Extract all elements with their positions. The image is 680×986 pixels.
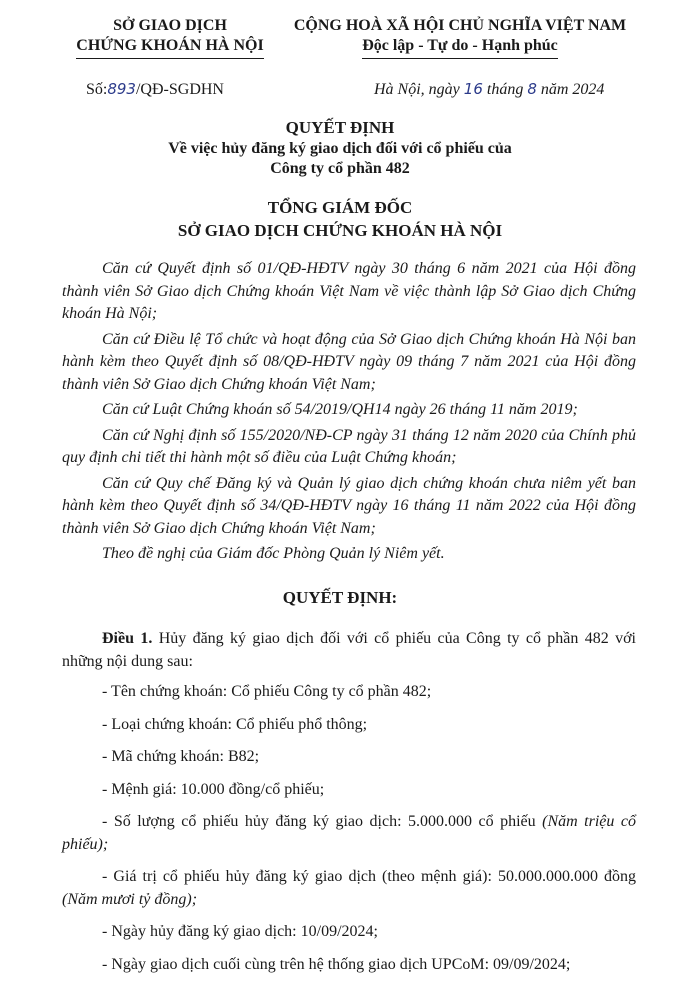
article-1-lead-text: Hủy đăng ký giao dịch đối với cổ phiếu của Công ty cổ phần 482 với những nội dung sau: [62,630,636,670]
basis-paragraph: Căn cứ Quy chế Đăng ký và Quản lý giao dịch chứng khoán chưa niêm yết ban hành kèm theo Quyết định số 34/QĐ-HĐTV ngày 16 tháng 11 năm 2022 của Hội đồng thành viên Sở Giao dịch Chứng khoán Việt Nam; [62,474,636,537]
list-item [62,866,636,911]
list-item [62,811,636,856]
date-day: 16 [463,80,483,98]
list-item: - Tên chứng khoán: Cổ phiếu Công ty cổ phần 482; [102,683,432,700]
list-item-words: (Năm triệu cổ phiếu); [62,813,636,853]
date-month: 8 [527,80,537,98]
basis-paragraph: Theo đề nghị của Giám đốc Phòng Quản lý Niêm yết. [102,545,445,562]
authority-line1: TỔNG GIÁM ĐỐC [267,198,413,217]
issuing-authority [0,196,680,242]
title-line3: Công ty cổ phần 482 [270,160,410,177]
list-item: - Mệnh giá: 10.000 đồng/cổ phiếu; [102,780,325,798]
issuer-name-line2: CHỨNG KHOÁN HÀ NỘI [76,36,263,59]
national-motto: Độc lập - Tự do - Hạnh phúc [362,36,558,59]
basis-paragraph: Căn cứ Nghị định số 155/2020/NĐ-CP ngày 31 tháng 12 năm 2020 của Chính phủ quy định chi tiết thi hành một số điều của Luật Chứng khoán; [62,426,636,466]
list-item-words: (Năm mươi tỷ đồng); [62,890,198,908]
national-block [292,16,628,59]
list-item-text: - Giá trị cổ phiếu hủy đăng ký giao dịch (theo mệnh giá): 50.000.000.000 đồng [102,868,636,885]
issuer-name-line1: SỞ GIAO DỊCH [113,17,227,34]
authority-line2: SỞ GIAO DỊCH CHỨNG KHOÁN HÀ NỘI [177,221,503,240]
title-line2: Về việc hủy đăng ký giao dịch đối với cổ phiếu của [168,140,512,157]
list-item-text: - Số lượng cổ phiếu hủy đăng ký giao dịch: 5.000.000 cổ phiếu [102,813,543,830]
title-line1: QUYẾT ĐỊNH [285,118,395,137]
issue-date [374,80,604,99]
doc-number-handwritten: 893 [107,80,136,98]
issuer-block [50,16,290,59]
list-item: - Loại chứng khoán: Cổ phiếu phổ thông; [102,715,368,733]
basis-paragraph: Căn cứ Điều lệ Tổ chức và hoạt động của Sở Giao dịch Chứng khoán Hà Nội ban hành kèm theo Quyết định số 08/QĐ-HĐTV ngày 09 tháng 7 năm 2021 của Hội đồng thành viên Sở Giao dịch Chứng khoán Việt Nam; [62,330,636,393]
date-month-label: tháng [486,81,524,98]
decision-title [0,117,680,179]
national-title: CỘNG HOÀ XÃ HỘI CHỦ NGHĨA VIỆT NAM [293,17,627,34]
doc-number-suffix: /QĐ-SGDHN [135,81,224,98]
doc-number-prefix: Số: [86,81,108,98]
basis-paragraph: Căn cứ Quyết định số 01/QĐ-HĐTV ngày 30 tháng 6 năm 2021 của Hội đồng thành viên Sở Giao dịch Chứng khoán Việt Nam về việc thành lập Sở Giao dịch Chứng khoán Hà Nội; [62,260,636,322]
article-1 [62,628,636,986]
list-item: - Ngày giao dịch cuối cùng trên hệ thống giao dịch UPCoM: 09/09/2024; [102,955,571,973]
decision-heading: QUYẾT ĐỊNH: [282,588,398,607]
article-1-lead [62,628,636,673]
date-prefix: Hà Nội, ngày [374,81,460,98]
basis-paragraph: Căn cứ Luật Chứng khoán số 54/2019/QH14 ngày 26 tháng 11 năm 2019; [102,401,578,418]
legal-basis [62,258,636,569]
document-number [86,80,224,99]
article-1-label: Điều 1. [102,630,153,647]
list-item: - Ngày hủy đăng ký giao dịch: 10/09/2024; [102,923,378,940]
date-year: năm 2024 [540,81,605,98]
list-item: - Mã chứng khoán: B82; [102,748,260,765]
document-header [0,16,680,106]
